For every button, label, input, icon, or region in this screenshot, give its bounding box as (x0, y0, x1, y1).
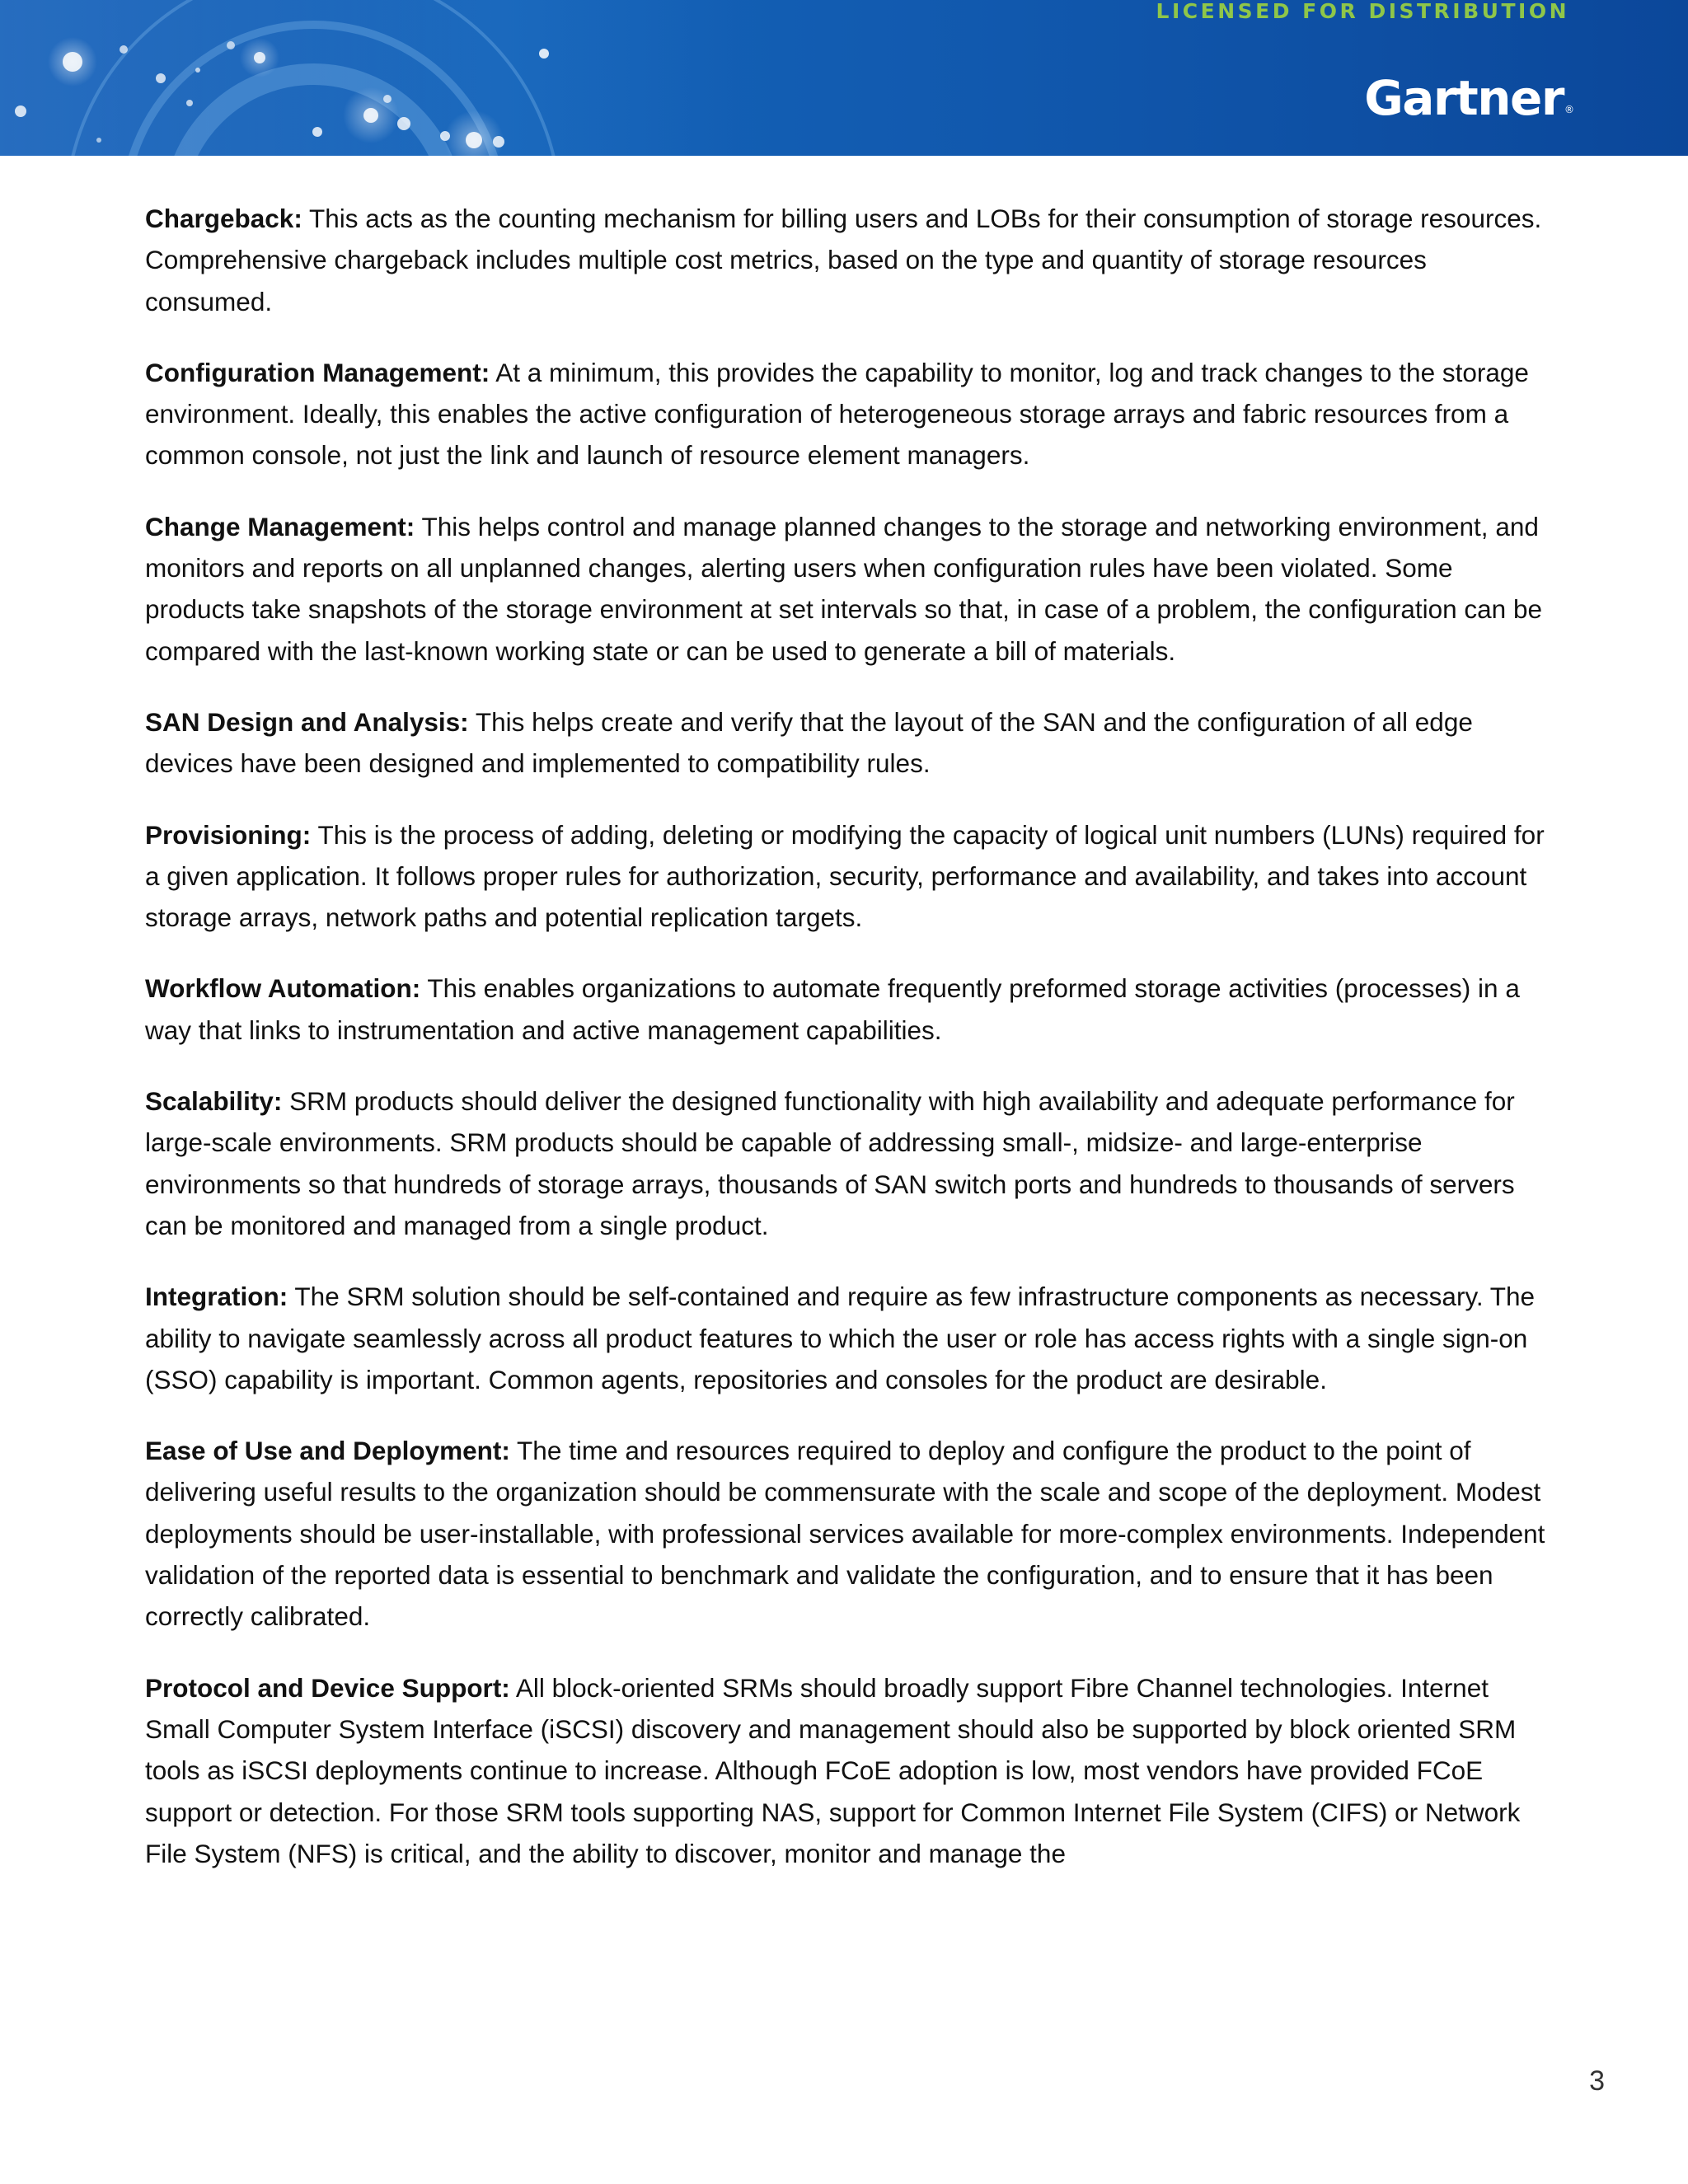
definition-text: This acts as the counting mechanism for billing users and LOBs for their consumption of storage resources. Comprehensive chargeback includes multiple cost metrics, based on the type and quantity of storage resources consumed. (145, 204, 1542, 316)
definition-paragraph (145, 968, 1546, 1051)
term-label: Protocol and Device Support: (145, 1672, 510, 1703)
definition-paragraph (145, 1667, 1546, 1874)
page-number: 3 (1589, 2065, 1605, 2097)
definition-paragraph (145, 198, 1546, 322)
document-body (145, 198, 1546, 1904)
term-label: Chargeback: (145, 204, 302, 233)
definition-paragraph (145, 1276, 1546, 1400)
header-banner (0, 0, 1688, 156)
brand-name: Gartner (1364, 70, 1564, 126)
definition-text: This helps control and manage planned changes to the storage and networking environment, and monitors and reports on all unplanned changes, alerting users when configuration rules have been violated. Some products take snapshots of the storage environment at set intervals so that, in case of a problem, the configuration can be compared with the last-known working state or can be used to generate a bill of materials. (145, 511, 1542, 666)
definition-text: The SRM solution should be self-contained and require as few infrastructure components as necessary. The ability to navigate seamlessly across all product features to which the user or role has access rights with a single sign-on (SSO) capability is important. Common agents, repositories and consoles for the product are desirable. (145, 1282, 1536, 1394)
definition-text: This helps create and verify that the layout of the SAN and the configuration of all edge devices have been designed and implemented to compatibility rules. (145, 706, 1473, 779)
term-label: Workflow Automation: (145, 973, 421, 1004)
term-label: Scalability: (145, 1086, 283, 1117)
license-label: LICENSED FOR DISTRIBUTION (1156, 0, 1569, 23)
definition-text: All block-oriented SRMs should broadly support Fibre Channel technologies. Internet Small Computer System Interface (iSCSI) discovery and management should also be supported by block oriented SRM tools as iSCSI deployments continue to increase. Although FCoE adoption is low, most vendors have provided FCoE support or detection. For those SRM tools supporting NAS, support for Common Internet File System (CIFS) or Network File System (NFS) is critical, and the ability to discover, monitor and manage the (145, 1672, 1521, 1868)
definition-text: The time and resources required to deploy and configure the product to the point of delivering useful results to the organization should be commensurate with the scale and scope of the deployment. Modest deployments should be user-installable, with professional services available for more-complex environments. Independent validation of the reported data is essential to benchmark and validate the configuration, and to ensure that it has been correctly calibrated. (145, 1436, 1545, 1632)
definition-paragraph (145, 1080, 1546, 1246)
definition-text: At a minimum, this provides the capability to monitor, log and track changes to the storage environment. Ideally, this enables the active configuration of heterogeneous storage arrays and fabric resources from a common console, not just the link and launch of resource element managers. (145, 357, 1529, 471)
definition-text: SRM products should deliver the designed functionality with high availability and adequate performance for large-scale environments. SRM products should be capable of addressing small-, midsize- and large-enterprise environments so that hundreds of storage arrays, thousands of SAN switch ports and hundreds to thousands of servers can be monitored and managed from a single product. (145, 1086, 1515, 1240)
definition-paragraph (145, 506, 1546, 672)
term-label: Change Management: (145, 511, 415, 541)
definition-paragraph (145, 1430, 1546, 1637)
term-label: Integration: (145, 1282, 288, 1312)
definition-paragraph (145, 352, 1546, 476)
term-label: Ease of Use and Deployment: (145, 1436, 510, 1466)
registered-mark: ® (1564, 104, 1574, 115)
term-label: SAN Design and Analysis: (145, 706, 469, 737)
gartner-logo (1364, 69, 1574, 138)
term-label: Configuration Management: (145, 357, 490, 387)
definition-paragraph (145, 701, 1546, 785)
definition-paragraph (145, 814, 1546, 939)
term-label: Provisioning: (145, 819, 312, 850)
definition-text: This is the process of adding, deleting or modifying the capacity of logical unit numbers (LUNs) required for a given application. It follows proper rules for authorization, security, performance and availability, and takes into account storage arrays, network paths and potential replication targets. (145, 819, 1545, 933)
definition-text: This enables organizations to automate frequently preformed storage activities (processes) in a way that links to instrumentation and active management capabilities. (145, 973, 1520, 1045)
